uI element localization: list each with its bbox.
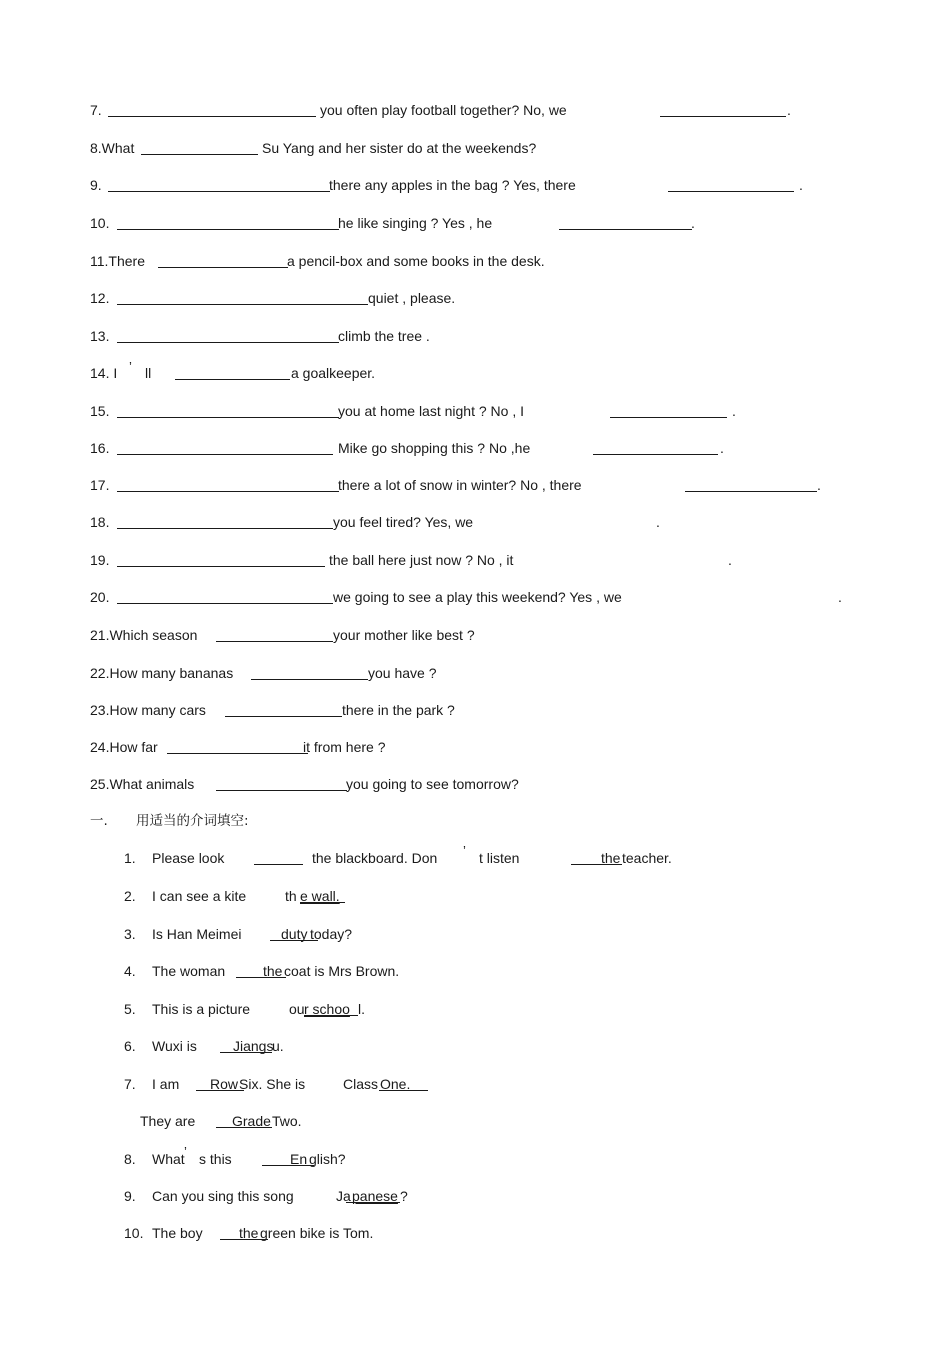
answer-blank[interactable]: [300, 902, 345, 903]
answer-blank[interactable]: [167, 753, 308, 754]
question-text: a goalkeeper.: [291, 365, 376, 381]
question-text: there in the park ?: [342, 702, 455, 718]
question-text: you going to see tomorrow?: [346, 776, 519, 792]
item-text: th: [285, 888, 297, 904]
preposition-item-2: [0, 886, 950, 906]
preposition-item-9: [0, 1186, 950, 1206]
item-text: panese: [352, 1188, 398, 1204]
question-number: 7.: [90, 102, 102, 118]
item-number: 10.: [124, 1225, 144, 1241]
answer-blank[interactable]: [593, 454, 718, 455]
item-text: I can see a kite: [152, 888, 247, 904]
answer-blank[interactable]: [251, 679, 368, 680]
question-end: .: [799, 177, 803, 193]
question-text: a pencil-box and some books in the desk.: [287, 253, 545, 269]
item-text: duty: [281, 926, 308, 942]
question-lead: 24.How far: [90, 739, 158, 755]
question-lead: 23.How many cars: [90, 702, 206, 718]
item-text: s this: [199, 1151, 232, 1167]
item-text: Ja: [336, 1188, 351, 1204]
question-lead: 14. I: [90, 365, 118, 381]
answer-blank[interactable]: [158, 267, 288, 268]
answer-blank[interactable]: [117, 603, 333, 604]
item-text: What: [152, 1151, 185, 1167]
question-number: 16.: [90, 440, 110, 456]
item-text: The woman: [152, 963, 226, 979]
preposition-item-1: [0, 843, 950, 868]
section-heading: [0, 811, 950, 831]
question-24: [0, 737, 950, 757]
item-text: t listen: [479, 850, 520, 866]
answer-blank[interactable]: [108, 116, 316, 117]
item-text: Wuxi is: [152, 1038, 197, 1054]
preposition-item-5: [0, 999, 950, 1019]
answer-blank[interactable]: [685, 491, 817, 492]
question-number: 19.: [90, 552, 110, 568]
question-14: [0, 359, 950, 383]
item-text: today?: [310, 926, 353, 942]
item-text: Six. She is: [239, 1076, 306, 1092]
answer-blank[interactable]: [117, 417, 339, 418]
answer-blank[interactable]: [216, 641, 333, 642]
question-lead: 21.Which season: [90, 627, 198, 643]
item-number: 6.: [124, 1038, 136, 1054]
item-text: the: [263, 963, 283, 979]
item-text: green bike is Tom.: [260, 1225, 374, 1241]
question-15: [0, 401, 950, 421]
item-number: 1.: [124, 850, 136, 866]
question-lead: 11.There: [90, 253, 145, 269]
item-text: e wall.: [300, 888, 340, 904]
answer-blank[interactable]: [610, 417, 727, 418]
question-lead-suffix: ll: [145, 365, 152, 381]
answer-blank[interactable]: [668, 191, 794, 192]
answer-blank[interactable]: [117, 454, 333, 455]
item-text: Is Han Meimei: [152, 926, 242, 942]
answer-blank[interactable]: [117, 342, 339, 343]
item-text: This is a picture: [152, 1001, 251, 1017]
question-end: .: [720, 440, 724, 456]
question-10: [0, 213, 950, 233]
item-number: 4.: [124, 963, 136, 979]
question-13: [0, 326, 950, 346]
item-text: Please look: [152, 850, 225, 866]
apostrophe: ’: [463, 843, 466, 858]
section-number: 一.: [90, 813, 108, 829]
answer-blank[interactable]: [117, 566, 325, 567]
answer-blank[interactable]: [108, 191, 330, 192]
question-text: we going to see a play this weekend? Yes , we: [333, 589, 622, 605]
question-end: .: [656, 514, 660, 530]
item-text: r schoo: [304, 1001, 350, 1017]
item-text: The boy: [152, 1225, 203, 1241]
question-end: .: [838, 589, 842, 605]
answer-blank[interactable]: [117, 304, 368, 305]
question-22: [0, 663, 950, 683]
question-number: 9.: [90, 177, 102, 193]
answer-blank[interactable]: [141, 154, 258, 155]
question-18: [0, 512, 950, 532]
answer-blank[interactable]: [216, 790, 347, 791]
question-lead: 8.What: [90, 140, 135, 156]
item-text: Grade: [232, 1113, 271, 1129]
apostrophe: ’: [129, 359, 132, 374]
question-text: your mother like best ?: [333, 627, 475, 643]
item-number: 8.: [124, 1151, 136, 1167]
question-end: .: [691, 215, 695, 231]
answer-blank[interactable]: [559, 229, 692, 230]
item-text: ou: [289, 1001, 305, 1017]
item-number: 9.: [124, 1188, 136, 1204]
question-7: [0, 100, 950, 120]
question-23: [0, 700, 950, 720]
question-text: climb the tree .: [338, 328, 430, 344]
item-text: Row: [210, 1076, 239, 1092]
item-text: They are: [140, 1113, 196, 1129]
preposition-item-3: [0, 924, 950, 944]
item-number: 5.: [124, 1001, 136, 1017]
question-17: [0, 475, 950, 495]
item-text: Jiangs: [233, 1038, 274, 1054]
question-20: [0, 587, 950, 607]
item-number: 2.: [124, 888, 136, 904]
question-text: there a lot of snow in winter? No , there: [338, 477, 582, 493]
question-21: [0, 625, 950, 645]
question-12: [0, 288, 950, 308]
item-text: Can you sing this song: [152, 1188, 294, 1204]
section-title: 用适当的介词填空:: [136, 813, 249, 829]
answer-blank[interactable]: [117, 491, 339, 492]
item-text: En: [290, 1151, 308, 1167]
question-text: quiet , please.: [368, 290, 456, 306]
question-19: [0, 550, 950, 570]
question-25: [0, 774, 950, 794]
item-text: coat is Mrs Brown.: [284, 963, 400, 979]
item-text: ?: [400, 1188, 408, 1204]
item-text: u.: [272, 1038, 284, 1054]
preposition-item-7-continued: [0, 1111, 950, 1131]
question-9: [0, 175, 950, 195]
question-text: there any apples in the bag ? Yes, there: [329, 177, 576, 193]
answer-blank[interactable]: [304, 1015, 358, 1016]
answer-blank[interactable]: [117, 528, 333, 529]
item-text: glish?: [309, 1151, 346, 1167]
question-text: he like singing ? Yes , he: [338, 215, 493, 231]
item-text: Class: [343, 1076, 379, 1092]
item-number: 7.: [124, 1076, 136, 1092]
item-text: l.: [358, 1001, 365, 1017]
item-text: the: [239, 1225, 259, 1241]
answer-blank[interactable]: [117, 229, 339, 230]
answer-blank[interactable]: [660, 116, 786, 117]
preposition-item-8: [0, 1144, 950, 1169]
question-lead: 25.What animals: [90, 776, 195, 792]
item-text: the blackboard. Don: [312, 850, 438, 866]
question-8: [0, 138, 950, 158]
question-number: 17.: [90, 477, 110, 493]
preposition-item-7: [0, 1074, 950, 1094]
question-number: 13.: [90, 328, 110, 344]
question-text: you have ?: [368, 665, 437, 681]
question-end: .: [728, 552, 732, 568]
question-text: Su Yang and her sister do at the weekends?: [262, 140, 537, 156]
answer-blank[interactable]: [254, 864, 303, 865]
item-text: One.: [380, 1076, 411, 1092]
question-text: it from here ?: [303, 739, 386, 755]
question-end: .: [787, 102, 791, 118]
question-text: you often play football together? No, we: [320, 102, 567, 118]
question-number: 12.: [90, 290, 110, 306]
question-number: 15.: [90, 403, 110, 419]
question-text: you feel tired? Yes, we: [333, 514, 474, 530]
answer-blank[interactable]: [225, 716, 342, 717]
question-16: [0, 438, 950, 458]
item-text: the: [601, 850, 621, 866]
answer-blank[interactable]: [175, 379, 290, 380]
question-text: you at home last night ? No , I: [338, 403, 524, 419]
item-text: I am: [152, 1076, 180, 1092]
preposition-item-6: [0, 1036, 950, 1056]
question-11: [0, 251, 950, 271]
question-text: the ball here just now ? No , it: [329, 552, 514, 568]
preposition-item-4: [0, 961, 950, 981]
question-number: 20.: [90, 589, 110, 605]
item-text: Two.: [272, 1113, 302, 1129]
item-text: teacher.: [622, 850, 672, 866]
apostrophe: ’: [184, 1144, 187, 1159]
question-end: .: [817, 477, 821, 493]
answer-blank[interactable]: [346, 1202, 400, 1203]
question-end: .: [732, 403, 736, 419]
item-number: 3.: [124, 926, 136, 942]
question-lead: 22.How many bananas: [90, 665, 234, 681]
question-text: Mike go shopping this ? No ,he: [338, 440, 531, 456]
preposition-item-10: [0, 1223, 950, 1243]
question-number: 10.: [90, 215, 110, 231]
question-number: 18.: [90, 514, 110, 530]
